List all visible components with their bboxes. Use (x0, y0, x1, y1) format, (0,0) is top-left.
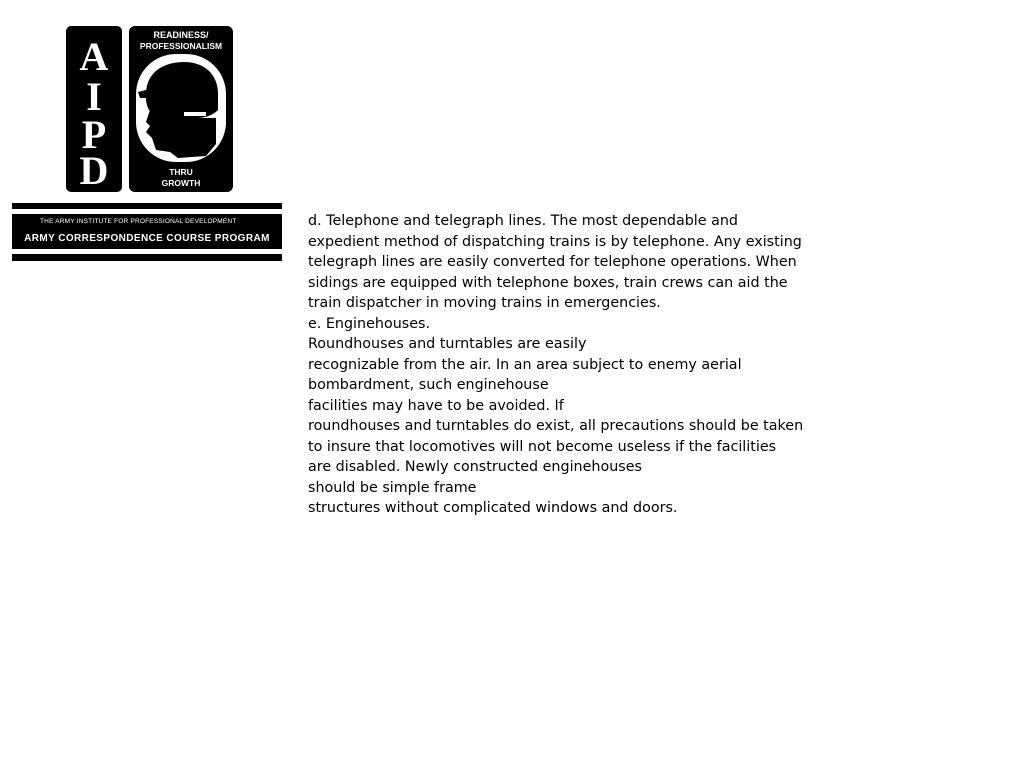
program-banner (12, 203, 282, 261)
body-line: bombardment, such enginehouse (308, 377, 549, 393)
body-line: telegraph lines are easily converted for telephone operations. When (308, 254, 797, 270)
logo-letter-d: D (79, 148, 109, 192)
banner-top-rule (12, 203, 282, 209)
body-line: facilities may have to be avoided. If (308, 397, 564, 414)
logo-motto-growth: GROWTH (161, 178, 201, 188)
body-line: Roundhouses and turntables are easily (308, 336, 587, 352)
body-line: expedient method of dispatching trains is by telephone. Any existing (308, 233, 802, 250)
logo-letter-i: I (86, 74, 102, 119)
body-line: e. Enginehouses. (308, 315, 430, 332)
banner-bottom-rule (12, 254, 282, 261)
body-line: d. Telephone and telegraph lines. The most dependable and (308, 213, 738, 229)
body-line: structures without complicated windows and doors. (308, 500, 678, 516)
logo-letter-a: A (79, 34, 109, 79)
logo-motto-thru: THRU (169, 167, 193, 177)
body-line: train dispatcher in moving trains in emergencies. (308, 295, 661, 311)
body-line: roundhouses and turntables do exist, all precautions should be taken (308, 418, 804, 434)
body-line: should be simple frame (308, 479, 477, 496)
logo-motto-readiness: READINESS/ (153, 30, 209, 40)
aipd-logo (66, 26, 233, 192)
logo-motto-professionalism: PROFESSIONALISM (139, 41, 223, 51)
body-line: recognizable from the air. In an area subject to enemy aerial (308, 356, 742, 373)
banner-box (12, 214, 282, 249)
banner-institute-text: THE ARMY INSTITUTE FOR PROFESSIONAL DEVELOPMENT (40, 218, 237, 225)
body-line: sidings are equipped with telephone boxes, train crews can aid the (308, 274, 788, 291)
logo-letter-p: P (81, 112, 107, 157)
body-line: to insure that locomotives will not become useless if the facilities (308, 438, 777, 455)
banner-program-text: ARMY CORRESPONDENCE COURSE PROGRAM (24, 233, 270, 244)
body-text (308, 211, 808, 519)
body-line: are disabled. Newly constructed enginehouses (308, 459, 642, 475)
